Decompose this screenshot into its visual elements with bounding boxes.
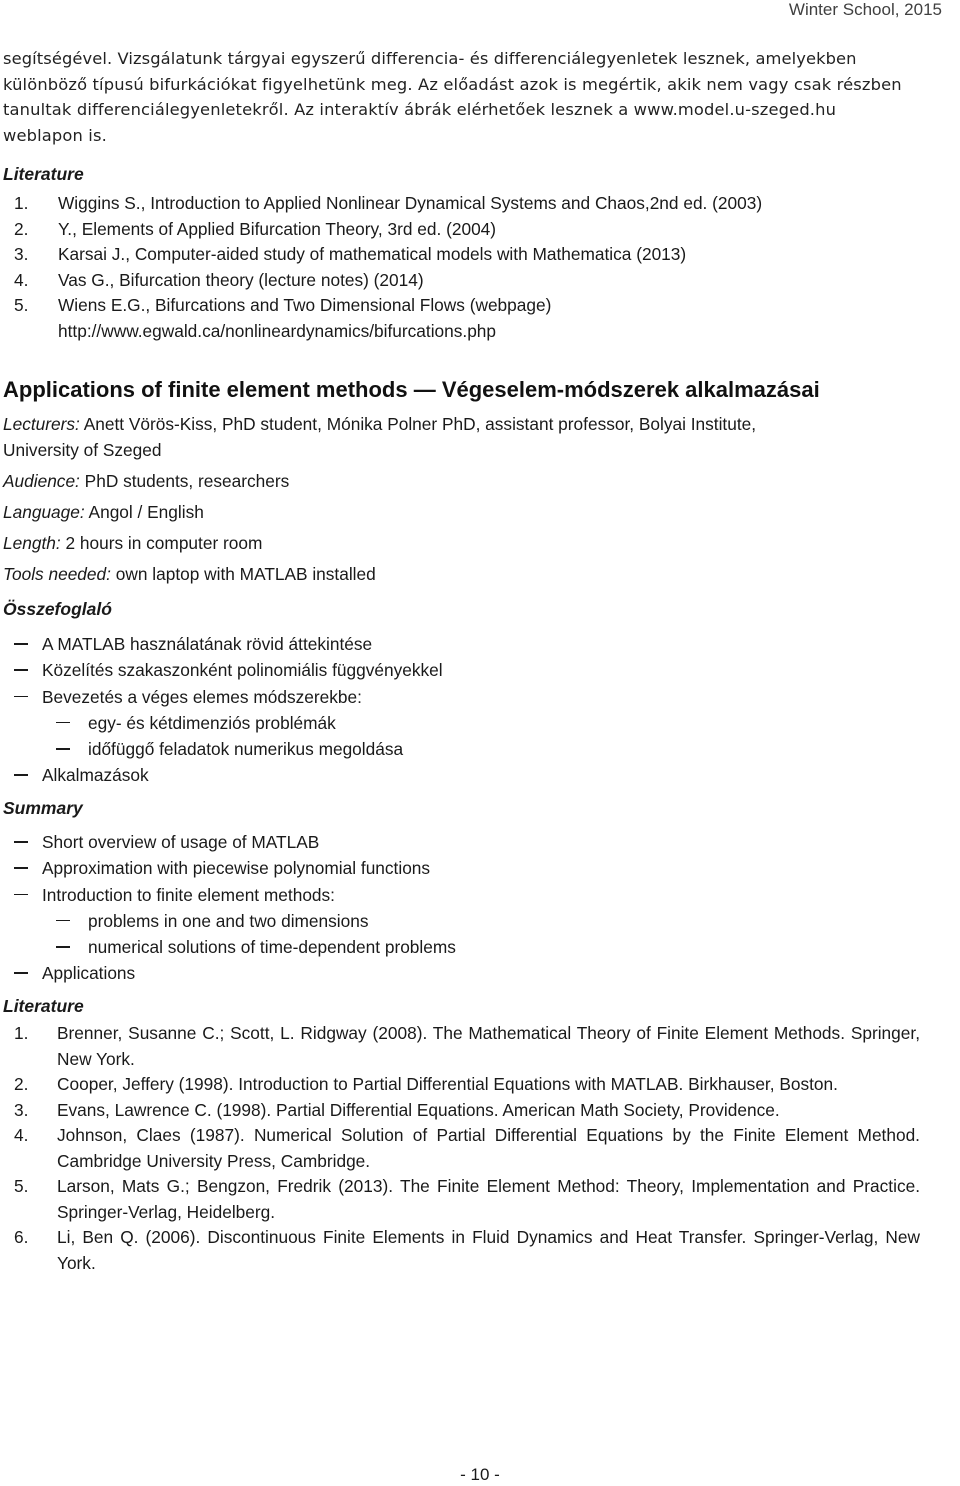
item-text: Wiggins S., Introduction to Applied Nonlinear Dynamical Systems and Chaos,2nd ed. (2003) [58, 193, 763, 213]
list-item [14, 191, 762, 217]
reference-item [14, 1021, 920, 1072]
item-number: 3. [14, 244, 29, 264]
length-row [3, 530, 903, 556]
dash-bullet-icon [14, 774, 28, 776]
item-text: Közelítés szakaszonként polinomiális függvényekkel [42, 660, 443, 681]
list-item [14, 882, 456, 908]
sub-list-item [14, 710, 443, 736]
list-item [14, 268, 762, 294]
sub-list-item [14, 934, 456, 960]
dash-bullet-icon [14, 669, 28, 671]
list-item [14, 855, 456, 881]
item-text: Bevezetés a véges elemes módszerekbe: [42, 686, 362, 707]
tools-value: own laptop with MATLAB installed [110, 564, 376, 584]
dash-bullet-icon [14, 696, 28, 698]
course-info [3, 411, 903, 592]
item-text: Introduction to finite element methods: [42, 884, 335, 905]
dash-bullet-icon [14, 841, 28, 843]
tools-row [3, 561, 903, 587]
reference-item [14, 1225, 920, 1276]
reference-number: 4. [14, 1125, 29, 1145]
item-text: problems in one and two dimensions [88, 910, 369, 931]
tools-label: Tools needed: [3, 564, 111, 584]
reference-text: Cooper, Jeffery (1998). Introduction to Partial Differential Equations with MATLAB. Birkhauser, Boston. [57, 1074, 838, 1094]
reference-list [14, 1021, 920, 1276]
reference-text: Evans, Lawrence C. (1998). Partial Differential Equations. American Math Society, Providence. [57, 1099, 780, 1120]
reference-text: Brenner, Susanne C.; Scott, L. Ridgway (2008). The Mathematical Theory of Finite Element Methods. Springer, New York. [57, 1023, 920, 1069]
item-text: Y., Elements of Applied Bifurcation Theory, 3rd ed. (2004) [58, 218, 497, 239]
intro-line: weblapon is. [3, 125, 107, 145]
dash-bullet-icon [56, 920, 70, 922]
item-text: Applications [42, 963, 136, 984]
item-text: Vas G., Bifurcation theory (lecture notes) (2014) [58, 269, 424, 290]
dash-bullet-icon [14, 867, 28, 869]
list-item [14, 631, 443, 657]
list-item [14, 829, 456, 855]
list-item [14, 960, 456, 986]
osszefoglalo-list [14, 631, 443, 789]
list-item [14, 242, 762, 268]
dash-bullet-icon [56, 748, 70, 750]
list-item [14, 762, 443, 788]
item-text: Short overview of usage of MATLAB [42, 832, 320, 852]
reference-item [14, 1174, 920, 1225]
reference-item [14, 1098, 920, 1124]
item-text: Alkalmazások [42, 765, 149, 786]
length-value: 2 hours in computer room [60, 533, 263, 553]
lecturers-value-cont: University of Szeged [3, 440, 162, 460]
reference-item [14, 1123, 920, 1174]
item-number: 4. [14, 269, 29, 290]
language-row [3, 499, 903, 525]
page-header: Winter School, 2015 [788, 0, 942, 19]
literature-heading: Literature [3, 164, 84, 184]
reference-text: Larson, Mats G.; Bengzon, Fredrik (2013). The Finite Element Method: Theory, Implementation and Practice. Springer-Verlag, Heidelberg. [57, 1176, 920, 1222]
item-text: egy- és kétdimenziós problémák [88, 712, 336, 733]
audience-row [3, 468, 903, 494]
reference-number: 6. [14, 1227, 29, 1247]
list-item [14, 293, 762, 344]
list-item [14, 657, 443, 683]
literature-heading-2: Literature [3, 996, 84, 1016]
reference-number: 2. [14, 1074, 29, 1094]
dash-bullet-icon [56, 946, 70, 948]
dash-bullet-icon [14, 643, 28, 645]
audience-label: Audience: [3, 471, 80, 491]
list-item [14, 684, 443, 710]
summary-heading: Summary [3, 798, 83, 818]
reference-number: 1. [14, 1023, 29, 1043]
sub-list-item [14, 908, 456, 934]
item-text [58, 293, 551, 344]
dash-bullet-icon [14, 894, 28, 896]
item-text: időfüggő feladatok numerikus megoldása [88, 739, 404, 760]
language-value: Angol / English [84, 502, 204, 522]
item-number: 2. [14, 218, 29, 239]
lecturers-label: Lecturers: [3, 414, 80, 434]
reference-text: Li, Ben Q. (2006). Discontinuous Finite Elements in Fluid Dynamics and Heat Transfer. Springer-Verlag, New York. [57, 1227, 920, 1273]
reference-number: 3. [14, 1099, 29, 1120]
lecturers-row [3, 411, 903, 463]
language-label: Language: [3, 502, 85, 522]
summary-list [14, 829, 456, 987]
length-label: Length: [3, 533, 61, 553]
item-url-link[interactable]: http://www.egwald.ca/nonlineardynamics/bifurcations.php [58, 320, 497, 341]
reference-text: Johnson, Claes (1987). Numerical Solution of Partial Differential Equations by the Finite Element Method. Cambridge University Press, Cambridge. [57, 1125, 920, 1171]
literature-list [14, 191, 762, 344]
dash-bullet-icon [14, 972, 28, 974]
dash-bullet-icon [56, 722, 70, 724]
item-text: Approximation with piecewise polynomial functions [42, 858, 431, 879]
intro-line: tanultak differenciálegyenletekről. Az interaktív ábrák elérhetőek lesznek a www.model.u-szeged.hu [3, 100, 837, 119]
audience-value: PhD students, researchers [79, 471, 290, 491]
item-title: Wiens E.G., Bifurcations and Two Dimensional Flows (webpage) [58, 295, 552, 315]
reference-number: 5. [14, 1176, 29, 1196]
item-text: numerical solutions of time-dependent problems [88, 937, 456, 958]
osszefoglalo-heading: Összefoglaló [3, 599, 112, 619]
intro-line: különböző típusú bifurkációkat figyelhetünk meg. Az előadást azok is megértik, akik nem vagy csak részben [3, 74, 902, 94]
item-number: 1. [14, 193, 29, 213]
intro-line: segítségével. Vizsgálatunk tárgyai egyszerű differencia- és differenciálegyenletek lesznek, amelyekben [3, 49, 857, 68]
item-text: Karsai J., Computer-aided study of mathematical models with Mathematica (2013) [58, 244, 687, 264]
list-item [14, 217, 762, 243]
course-title: Applications of finite element methods — Végeselem-módszerek alkalmazásai [3, 377, 820, 402]
intro-paragraph [3, 46, 921, 148]
sub-list-item [14, 736, 443, 762]
page-number: - 10 - [460, 1465, 500, 1484]
reference-item [14, 1072, 920, 1098]
item-text: A MATLAB használatának rövid áttekintése [42, 634, 373, 654]
item-number: 5. [14, 295, 29, 315]
lecturers-value: Anett Vörös-Kiss, PhD student, Mónika Polner PhD, assistant professor, Bolyai Institute, [79, 414, 757, 434]
